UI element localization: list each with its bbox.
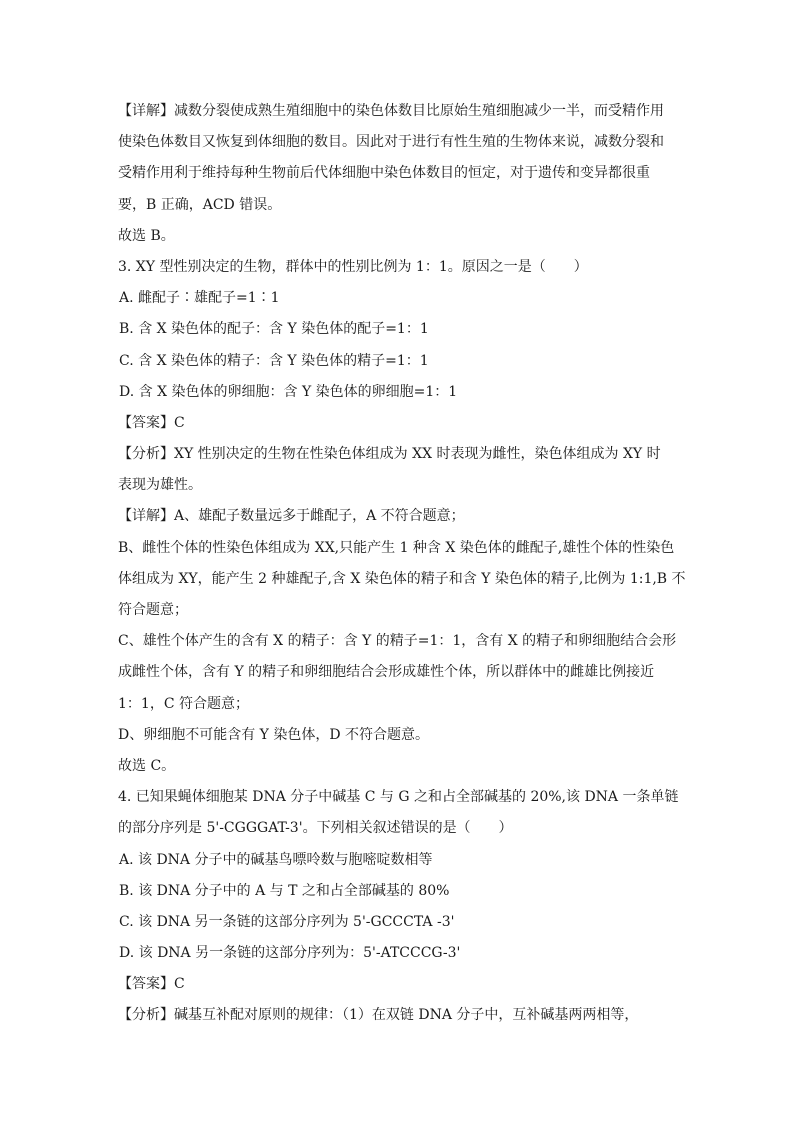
question-3-answer: 【答案】C (118, 414, 185, 431)
explanation-line: 使染色体数目又恢复到体细胞的数目。因此对于进行有性生殖的生物体来说，减数分裂和 (118, 134, 664, 151)
question-3-conclusion: 故选 C。 (118, 757, 176, 774)
page-content (118, 96, 686, 1032)
question-3-analysis: 表现为雄性。 (118, 477, 202, 494)
conclusion-line: 故选 B。 (118, 227, 175, 244)
question-3-explanation: B、雌性个体的性染色体组成为 XX,只能产生 1 种含 X 染色体的雌配子,雄性个体的性染色 (118, 539, 675, 556)
question-3-analysis: 【分析】XY 性别决定的生物在性染色体组成为 XX 时表现为雌性，染色体组成为 XY 时 (118, 446, 661, 463)
question-3-explanation: 1：1，C 符合题意； (118, 695, 249, 712)
question-3-explanation: 成雌性个体，含有 Y 的精子和卵细胞结合会形成雄性个体，所以群体中的雌雄比例接近 (118, 664, 655, 681)
question-3-option-a: A. 雌配子∶雄配子=1∶1 (119, 290, 280, 307)
explanation-line: 受精作用利于维持每种生物前后代体细胞中染色体数目的恒定，对于遗传和变异都很重 (118, 165, 650, 182)
question-4-option-a: A. 该 DNA 分子中的碱基鸟嘌呤数与胞嘧啶数相等 (119, 851, 433, 868)
question-3-stem: 3. XY 型性别决定的生物，群体中的性别比例为 1：1。原因之一是（ ） (118, 258, 588, 275)
question-4-option-c: C. 该 DNA 另一条链的这部分序列为 5'-GCCCTA -3' (119, 913, 455, 930)
question-4-stem: 的部分序列是 5'-CGGGAT-3'。下列相关叙述错误的是（ ） (118, 820, 513, 837)
question-3-explanation: 体组成为 XY，能产生 2 种雄配子,含 X 染色体的精子和含 Y 染色体的精子,比例为 1:1,B 不 (118, 570, 686, 587)
question-4-option-d: D. 该 DNA 另一条链的这部分序列为：5'-ATCCCG-3' (119, 945, 461, 962)
question-3-explanation: C、雄性个体产生的含有 X 的精子：含 Y 的精子=1：1，含有 X 的精子和卵细胞结合会形 (118, 633, 677, 650)
question-4-stem: 4. 已知果蝇体细胞某 DNA 分子中碱基 C 与 G 之和占全部碱基的 20%,该 DNA 一条单链 (118, 789, 679, 806)
question-3-option-b: B. 含 X 染色体的配子：含 Y 染色体的配子=1：1 (119, 321, 429, 338)
question-3-explanation: 符合题意； (118, 602, 188, 618)
question-3-option-c: C. 含 X 染色体的精子：含 Y 染色体的精子=1：1 (119, 352, 429, 369)
question-3-explanation: D、卵细胞不可能含有 Y 染色体，D 不符合题意。 (118, 726, 430, 743)
question-3-option-d: D. 含 X 染色体的卵细胞：含 Y 染色体的卵细胞=1：1 (119, 383, 458, 400)
explanation-line: 【详解】减数分裂使成熟生殖细胞中的染色体数目比原始生殖细胞减少一半，而受精作用 (118, 103, 664, 119)
question-4-answer: 【答案】C (118, 976, 185, 993)
explanation-line: 要，B 正确，ACD 错误。 (118, 196, 282, 213)
question-3-explanation: 【详解】A、雄配子数量远多于雌配子，A 不符合题意； (118, 508, 465, 525)
question-4-analysis: 【分析】碱基互补配对原则的规律：（1）在双链 DNA 分子中，互补碱基两两相等， (118, 1007, 639, 1024)
question-4-option-b: B. 该 DNA 分子中的 A 与 T 之和占全部碱基的 80% (119, 882, 450, 899)
